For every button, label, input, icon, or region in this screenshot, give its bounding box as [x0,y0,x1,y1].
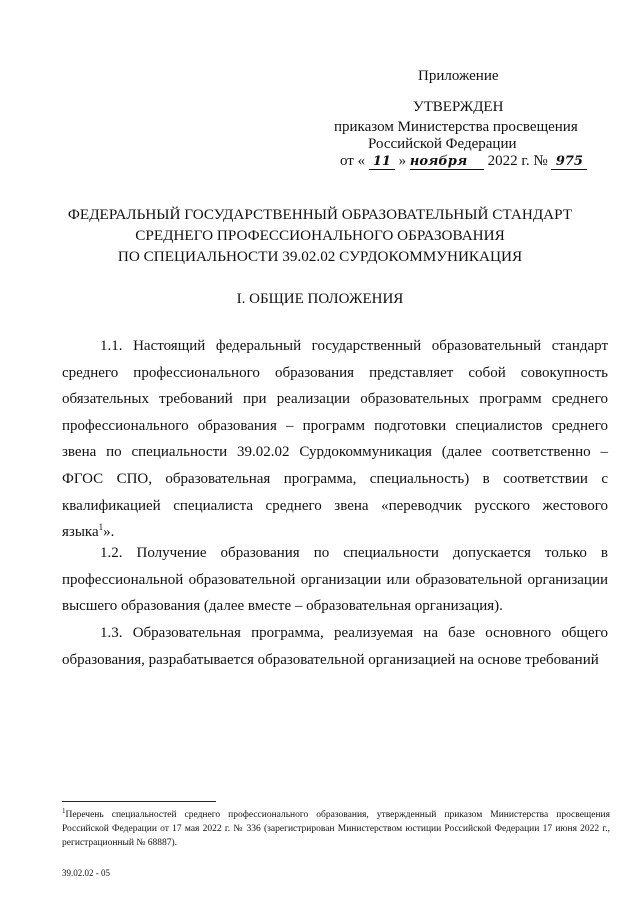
date-year-number: 2022 г. № [487,153,548,169]
section-title: I. ОБЩИЕ ПОЛОЖЕНИЯ [236,291,404,307]
footnote-separator [62,801,216,802]
handwritten-day: 11 [369,154,395,170]
doc-title-line-1: ФЕДЕРАЛЬНЫЙ ГОСУДАРСТВЕННЫЙ ОБРАЗОВАТЕЛЬНЫЙ СТАНДАРТ [67,206,573,223]
doc-title-line-2: СРЕДНЕГО ПРОФЕССИОНАЛЬНОГО ОБРАЗОВАНИЯ [135,227,505,244]
footnote-text: Перечень специальностей среднего профессионального образования, утвержденный приказом Министерства просвещения Российской Федерации от 17 мая 2022 г. № 336 (зарегистрирован Министерством юстиции Российской Федерации 17 июня 2022 г., регистрационный № 68887). [62,810,610,848]
date-prefix: от « [340,153,366,169]
handwritten-month: ноября [410,154,484,170]
paragraph-1-1-end: ». [103,524,115,541]
footnote [62,808,610,850]
paragraph-1-1 [62,333,608,546]
order-date-line [340,153,587,170]
handwritten-order-number: 975 [551,154,587,170]
order-line-2: Российской Федерации [368,136,517,152]
footnote-ref: 1 [98,522,104,533]
paragraph-1-2: 1.2. Получение образования по специальности допускается только в профессиональной образовательной организации или образовательной организации высшего образования (далее вместе – образовательная организация). [62,545,608,615]
document-code: 39.02.02 - 05 [62,868,110,878]
date-day-close: » [398,153,407,169]
paragraph-1-1-text: 1.1. Настоящий федеральный государственный образовательный стандарт среднего профессионального образования представляет собой совокупность обязательных требований при реализации образовательных программ среднего профессионального образования – программ подготовки специалистов среднего звена по специальности 39.02.02 Сурдокоммуникация (далее соответственно – ФГОС СПО, образовательная программа, специальность) в соответствии с квалификацией специалиста среднего звена «переводчик русского жестового языка [62,338,608,541]
approved-label: УТВЕРЖДЕН [413,99,504,115]
doc-title-line-3: ПО СПЕЦИАЛЬНОСТИ 39.02.02 СУРДОКОММУНИКАЦИЯ [117,248,523,265]
footnote-marker: 1 [62,806,66,815]
paragraph-1-3: 1.3. Образовательная программа, реализуемая на базе основного общего образования, разрабатывается образовательной организацией на основе требований [62,625,608,668]
appendix-label: Приложение [418,68,499,84]
order-line-1: приказом Министерства просвещения [334,119,578,135]
